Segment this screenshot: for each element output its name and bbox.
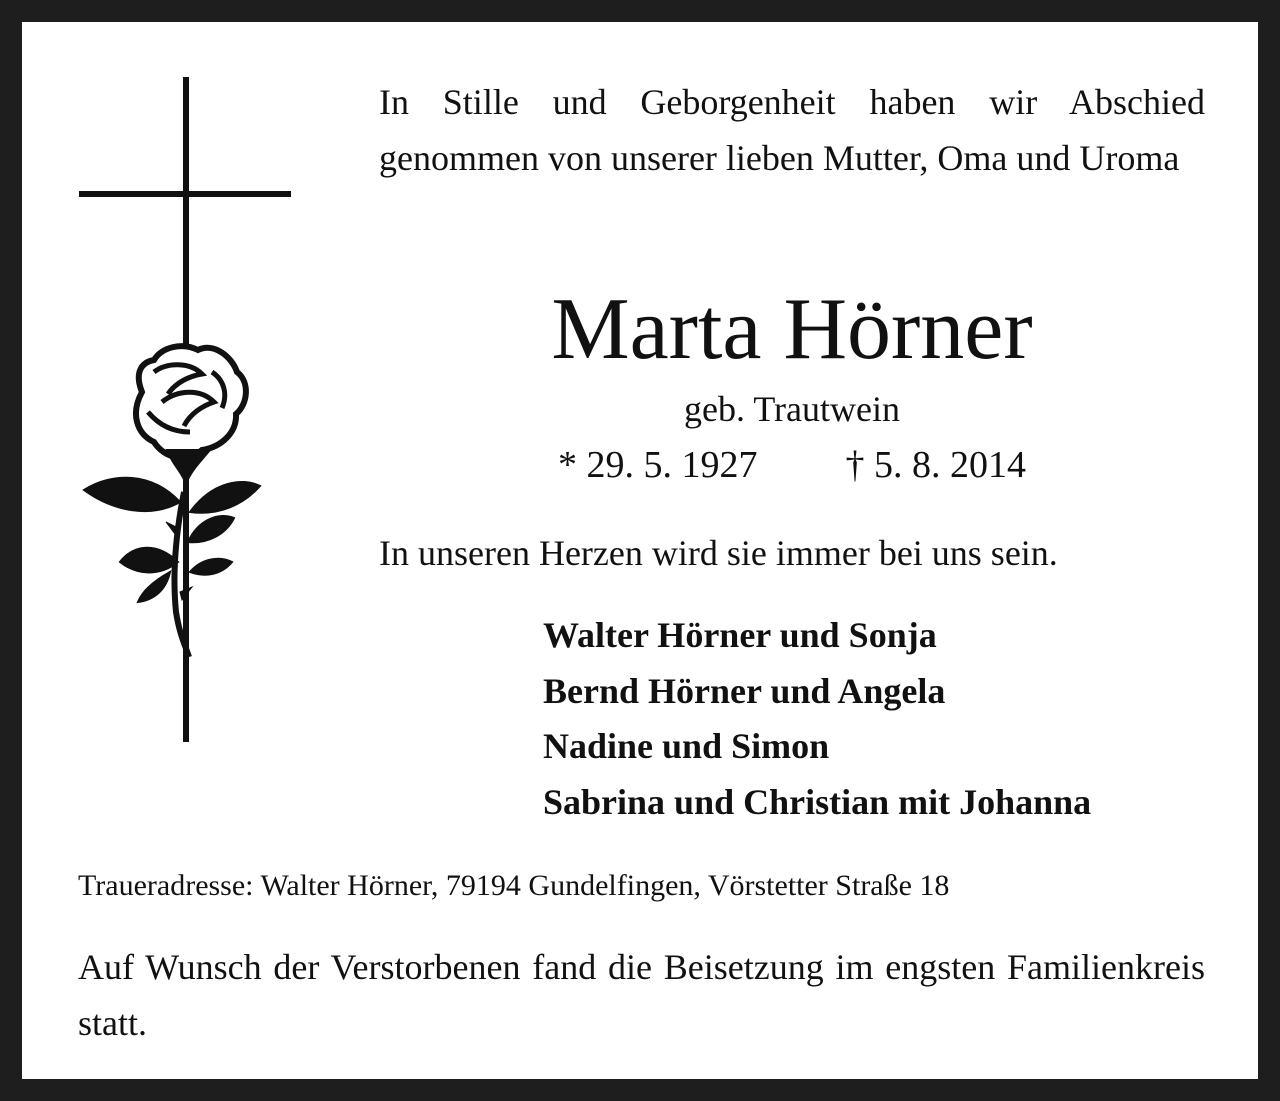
death-date: † 5. 8. 2014 — [845, 444, 1026, 486]
life-dates — [379, 442, 1205, 488]
mourning-address: Traueradresse: Walter Hörner, 79194 Gundelfingen, Vörstetter Straße 18 — [78, 869, 950, 902]
birth-date: * 29. 5. 1927 — [558, 444, 758, 486]
maiden-name: geb. Trautwein — [684, 389, 900, 429]
mourner-item: Walter Hörner und Sonja — [543, 615, 937, 655]
mourners-list — [543, 608, 1223, 830]
funeral-note: Auf Wunsch der Verstorbenen fand die Beisetzung im engsten Familienkreis statt. — [78, 947, 1205, 1043]
rose-icon — [84, 346, 260, 657]
motto-text: In unseren Herzen wird sie immer bei uns sein. — [379, 533, 1058, 573]
cross-with-rose-ornament — [72, 72, 312, 752]
mourner-item: Sabrina und Christian mit Johanna — [543, 781, 1092, 822]
intro-text: In Stille und Geborgenheit haben wir Abschied genommen von unserer lieben Mutter, Oma und Uroma — [379, 82, 1205, 178]
deceased-name: Marta Hörner — [551, 281, 1033, 378]
mourner-item: Nadine und Simon — [543, 726, 830, 766]
obituary-card — [22, 22, 1258, 1079]
mourner-item: Bernd Hörner und Angela — [543, 670, 946, 711]
